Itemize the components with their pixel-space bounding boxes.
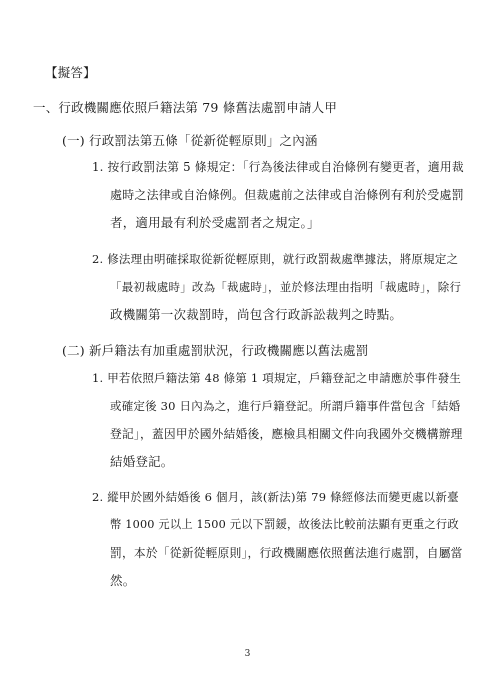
sub1-item1-line2: 處時之法律或自治條例。但裁處前之法律或自治條例有利於受處罰 [110,188,464,202]
section-1-title: 一、行政機關應依照戶籍法第 79 條舊法處罰申請人甲 [33,100,338,115]
sub2-item2-line2: 幣 1000 元以上 1500 元以下罰鍰，故後法比較前法顯有更重之行政 [110,518,459,531]
sub1-item1-line1: 1. 按行政罰法第 5 條規定：「行為後法律或自治條例有變更者，適用裁 [92,160,464,174]
sub2-item2-line1: 2. 縱甲於國外結婚後 6 個月，該(新法)第 79 條經修法而變更處以新臺 [92,490,459,504]
sub2-item1-line1: 1. 甲若依照戶籍法第 48 條第 1 項規定，戶籍登記之申請應於事件發生 [92,371,462,385]
sub2-item1-line3: 登記」，蓋因甲於國外結婚後，應檢具相關文件向我國外交機構辦理 [110,427,463,441]
sub2-item1-line4: 結婚登記。 [110,454,174,469]
answer-heading: 【擬答】 [45,65,96,80]
sub2-item1-line2: 或確定後 30 日內為之，進行戶籍登記。所謂戶籍事件當包含「結婚 [110,399,461,413]
subsection-2-title: (二) 新戶籍法有加重處罰狀況，行政機關應以舊法處罰 [62,343,369,358]
sub1-item2-line3: 政機關第一次裁罰時，尚包含行政訴訟裁判之時點。 [110,307,403,322]
subsection-1-title: (一) 行政罰法第五條「從新從輕原則」之內涵 [62,133,318,148]
sub1-item2-line1: 2. 修法理由明確採取從新從輕原則，就行政罰裁處準據法，將原規定之 [92,252,459,266]
page-number: 3 [244,649,251,659]
sub2-item2-line3: 罰，本於「從新從輕原則」，行政機關應依照舊法進行處罰，自屬當 [110,546,463,560]
sub1-item2-line2: 「最初裁處時」改為「裁處時」，並於修法理由指明「裁處時」，除行 [110,280,462,294]
sub1-item1-line3: 者，適用最有利於受處罰者之規定。」 [110,215,320,230]
sub2-item2-line4: 然。 [110,573,136,588]
